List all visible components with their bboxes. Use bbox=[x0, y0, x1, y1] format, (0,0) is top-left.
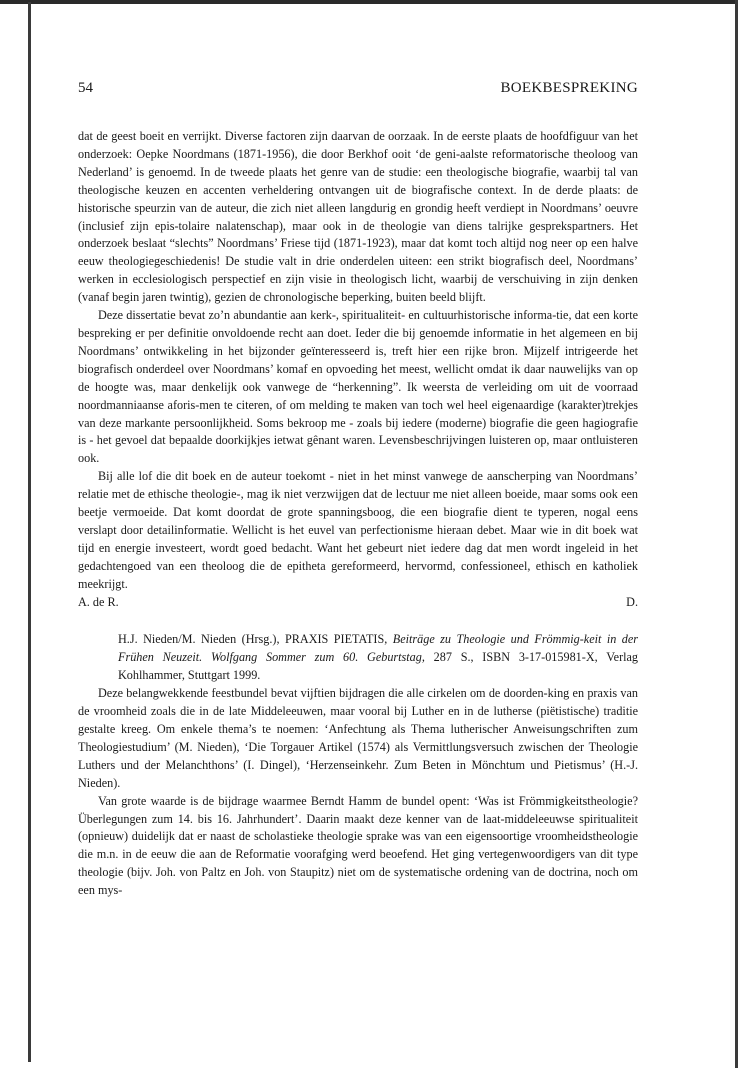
book-page bbox=[78, 80, 638, 900]
scan-border-left bbox=[28, 2, 31, 1062]
scan-border-top bbox=[0, 0, 738, 4]
paragraph: Deze dissertatie bevat zo’n abundantie aan kerk-, spiritualiteit- en cultuurhistorische informa-tie, dat een korte bespreking er per definitie onvoldoende recht aan doet. Ieder die bij genoemde informatie in het algemeen en bij Noordmans’ ontwikkeling in het bijzonder geïnteresseerd is, treft hier een rijke bron. Mijzelf intrigeerde het biografisch onderdeel over Noordmans’ komaf en opvoeding het meest, wellicht omdat ik daar nauwelijks van op de hoogte was, maar denkelijk ook vanwege de “herkenning”. Ik weersta de verleiding om uit de voorraad noordmanniaanse aforis-men te citeren, of om melding te maken van toch wel heel eigenaardige (karakter)trekjes van deze markante persoonlijkheid. Soms bekroop me - zoals bij iedere (moderne) biografie die geen hagiografie is - het gevoel dat bepaalde doorkijkjes ietwat gênant waren. Levensbeschrijvingen luisteren op, maar ontluisteren ook. bbox=[78, 308, 638, 466]
paragraph: dat de geest boeit en verrijkt. Diverse factoren zijn daarvan de oorzaak. In de eerste plaats de hoofdfiguur van het onderzoek: Oepke Noordmans (1871-1956), die door Berkhof ooit ‘de geni-aalste reformatorische theoloog van Nederland’ is genoemd. In de tweede plaats het genre van de studie: een theologische biografie, waarbij tal van theologische keuzen en accenten verheldering ontvangen uit de biografische context. In de derde plaats: de historische speurzin van de auteur, die zich niet alleen langdurig en grondig heeft verdiept in Noordmans’ oeuvre (inclusief zijn epis-tolaire nalatenschap), maar ook in de theologie van diens talrijke gesprekspartners. Het onderzoek beslaat “slechts” Noordmans’ Friese tijd (1871-1923), maar dat komt toch altijd nog neer op een halve eeuw theologiegeschiedenis! De studie valt in drie onderdelen uiteen: een strikt biografisch deel, Noordmans’ werken in ecclesiologisch perspectief en zijn visie in theologisch licht, waarbij de verschuiving in zijn denken (vanaf begin jaren twintig), gezien de chronologische beperking, buiten beeld blijft. bbox=[78, 129, 638, 305]
paragraph: Bij alle lof die dit boek en de auteur toekomt - niet in het minst vanwege de aanscherping van Noordmans’ relatie met de ethische theologie-, mag ik niet verzwijgen dat de lectuur me niet alleen boeide, maar soms ook een beetje vermoeide. Dat komt doordat de grote spanningsboog, die een biografie dient te typeren, nogal eens verslapt door detailinformatie. Wellicht is het euvel van perfectionisme hieraan debet. Maar wie in dit boek wat tijd en energie investeert, wordt goed bedacht. Want het gebeurt niet iedere dag dat men wordt ingeleid in het gedachtengoed van een theoloog die de epitheta gereformeerd, hervormd, confessioneel, ethisch en katholiek meekrijgt. bbox=[78, 469, 638, 591]
review-text-second bbox=[78, 685, 638, 900]
running-title: BOEKBESPREKING bbox=[500, 80, 638, 96]
review-signoff bbox=[78, 594, 638, 612]
citation-subtitle: Beiträge zu Theologie und Frömmig-keit in der Frühen Neuzeit. Wolfgang Sommer zum 60. Geburtstag, bbox=[118, 632, 639, 665]
review-text-first bbox=[78, 128, 638, 594]
reviewer-name: A. de R. bbox=[78, 594, 119, 609]
page-number: 54 bbox=[78, 80, 93, 96]
citation-details: 287 S., ISBN 3-17-015981-X, Verlag Kohlhammer, Stuttgart 1999. bbox=[118, 650, 639, 683]
citation-authors: H.J. Nieden/M. Nieden (Hrsg.), PRAXIS PIETATIS, bbox=[118, 632, 388, 647]
book-citation bbox=[78, 631, 638, 685]
paragraph: Deze belangwekkende feestbundel bevat vijftien bijdragen die alle cirkelen om de doorden-king en praxis van de vroomheid zoals die in de late Middeleeuwen, maar vooral bij Luther en in de lutherse (piëtistische) traditie gestalte kreeg. Om enkele thema’s te noemen: ‘Anfechtung als Thema lutherischer Anweisungschriften zum Theologiestudium’ (M. Nieden), ‘Die Torgauer Artikel (1574) als Vermittlungsversuch zwischen der Theologie Luthers und der Melanchthons’ (I. Dingel), ‘Herzenseinkehr. Zum Beten in Mönchtum und Pietismus’ (H.-J. Nieden). bbox=[78, 686, 638, 790]
paragraph: Van grote waarde is de bijdrage waarmee Berndt Hamm de bundel opent: ‘Was ist Frömmigkeitstheologie? Überlegungen zum 14. bis 16. Jahrhundert’. Daarin maakt deze kenner van de laat-middeleeuwse spiritualiteit (opnieuw) duidelijk dat er naast de scholastieke theologie sprake was van een eigensoortige vroomheidstheologie die m.n. in de eeuw die aan de Reformatie voorafging werd beoefend. Het ging vertegenwoordigers van dit type theologie (bijv. Joh. von Paltz en Joh. von Staupitz) niet om de systematische ordening van de doctrina, noch om een mys- bbox=[78, 793, 638, 898]
reviewer-initial: D. bbox=[626, 594, 638, 609]
running-header bbox=[78, 80, 638, 106]
